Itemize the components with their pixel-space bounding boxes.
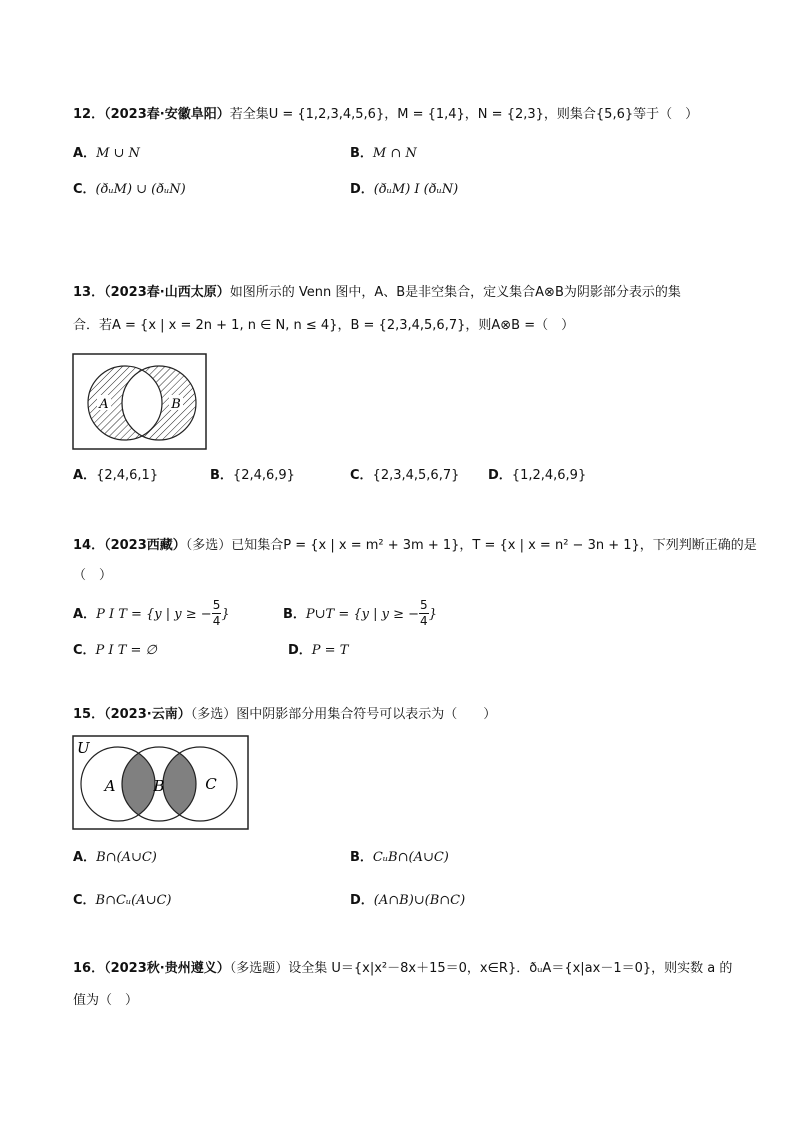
q12-option-c[interactable] xyxy=(73,182,186,198)
q14-source: （2023西藏） xyxy=(104,538,186,553)
option-label: A． xyxy=(73,146,97,161)
q16-number: 16． xyxy=(73,961,105,976)
option-text: P I T = {y | y ≥ − xyxy=(96,607,212,622)
venn-label-c: C xyxy=(205,775,217,793)
option-text: (ðᵤM) ∪ (ðᵤN) xyxy=(95,182,186,197)
q16-stem-line1 xyxy=(73,961,732,977)
option-text: B∩Cᵤ(A∪C) xyxy=(95,893,172,908)
option-label: C． xyxy=(73,182,96,197)
option-text: {2,4,6,9} xyxy=(232,468,295,483)
q14-stem-line1 xyxy=(73,538,757,554)
option-label: B． xyxy=(350,146,373,161)
q15-option-c[interactable] xyxy=(73,893,172,909)
q16-source: （2023秋·贵州遵义） xyxy=(104,961,230,976)
q13-option-b[interactable] xyxy=(210,468,295,484)
q12-option-b[interactable] xyxy=(350,146,417,162)
option-label: A． xyxy=(73,607,97,622)
option-text: P = T xyxy=(311,643,349,658)
option-label: B． xyxy=(210,468,233,483)
q15-option-b[interactable] xyxy=(350,850,449,866)
q13-source: （2023春·山西太原） xyxy=(104,285,230,300)
q13-number: 13． xyxy=(73,285,105,300)
venn-label-a: A xyxy=(104,777,116,795)
q14-option-b[interactable] xyxy=(283,598,437,632)
q16-stem-line2 xyxy=(73,993,138,1009)
q12-option-d[interactable] xyxy=(350,182,458,198)
q13-option-d[interactable] xyxy=(488,468,586,484)
option-label: A． xyxy=(73,850,97,865)
q15-venn-diagram xyxy=(72,735,250,831)
option-label: C． xyxy=(73,893,96,908)
q14-option-a[interactable] xyxy=(73,598,230,632)
q14-option-c[interactable] xyxy=(73,643,157,659)
q14-option-d[interactable] xyxy=(288,643,348,659)
fraction xyxy=(212,598,222,629)
option-text: P I T = ∅ xyxy=(95,643,157,658)
q12-option-a[interactable] xyxy=(73,146,140,162)
q15-source: （2023·云南） xyxy=(104,707,191,722)
fraction-numerator: 5 xyxy=(420,598,428,612)
q13-text-2: 合．若A = {x | x = 2n + 1, n ∈ N, n ≤ 4}，B = {2,3,4,5,6,7}，则A⊗B =（ ） xyxy=(73,318,575,333)
option-label: B． xyxy=(283,607,306,622)
q15-option-d[interactable] xyxy=(350,893,465,909)
option-text: {2,3,4,5,6,7} xyxy=(372,468,460,483)
q13-text-1: 如图所示的 Venn 图中，A、B是非空集合，定义集合A⊗B为阴影部分表示的集 xyxy=(229,285,681,300)
option-text: (A∩B)∪(B∩C) xyxy=(373,893,466,908)
option-text: (ðᵤM) I (ðᵤN) xyxy=(373,182,459,197)
q15-number: 15． xyxy=(73,707,105,722)
venn-label-u: U xyxy=(77,739,90,757)
option-text: M ∩ N xyxy=(372,146,417,161)
q12-number: 12． xyxy=(73,107,105,122)
q15-stem xyxy=(73,707,496,723)
option-label: B． xyxy=(350,850,373,865)
fraction-denominator: 4 xyxy=(212,614,221,628)
option-label: A． xyxy=(73,468,97,483)
q14-stem-line2 xyxy=(73,568,112,584)
option-label: D． xyxy=(350,182,374,197)
q13-stem-line1 xyxy=(73,285,681,301)
option-text: } xyxy=(428,607,437,622)
fraction-denominator: 4 xyxy=(420,614,428,628)
q14-text-1: （多选）已知集合P = {x | x = m² + 3m + 1}，T = {x | x = n² − 3n + 1}，下列判断正确的是 xyxy=(185,538,757,553)
venn-label-b: B xyxy=(153,777,165,795)
venn-label-a: A xyxy=(99,397,109,412)
option-text: {2,4,6,1} xyxy=(96,468,159,483)
option-label: D． xyxy=(288,643,312,658)
q16-text-1: （多选题）设全集 U＝{x|x²－8x＋15＝0，x∈R}．ðᵤA＝{x|ax－1＝0}，则实数 a 的 xyxy=(229,961,733,976)
option-text: CᵤB∩(A∪C) xyxy=(372,850,449,865)
option-text: M ∪ N xyxy=(96,146,140,161)
option-label: C． xyxy=(350,468,373,483)
q15-option-a[interactable] xyxy=(73,850,157,866)
option-text: B∩(A∪C) xyxy=(96,850,157,865)
q12-source: （2023春·安徽阜阳） xyxy=(104,107,230,122)
option-label: D． xyxy=(350,893,374,908)
q16-text-2: 值为（ ） xyxy=(73,993,139,1008)
option-label: C． xyxy=(73,643,96,658)
fraction xyxy=(419,598,429,629)
q14-text-2: （ ） xyxy=(73,568,113,583)
q13-option-c[interactable] xyxy=(350,468,459,484)
option-text: } xyxy=(221,607,230,622)
fraction-numerator: 5 xyxy=(212,598,221,612)
option-text: {1,2,4,6,9} xyxy=(511,468,587,483)
q13-stem-line2 xyxy=(73,318,574,334)
option-label: D． xyxy=(488,468,512,483)
q13-option-a[interactable] xyxy=(73,468,158,484)
q14-number: 14． xyxy=(73,538,105,553)
option-text: P∪T = {y | y ≥ − xyxy=(305,607,420,622)
venn-label-b: B xyxy=(171,397,181,412)
q15-text: （多选）图中阴影部分用集合符号可以表示为（ ） xyxy=(190,707,497,722)
q13-venn-diagram xyxy=(72,353,208,451)
q12-text: 若全集U = {1,2,3,4,5,6}，M = {1,4}，N = {2,3}，则集合{5,6}等于（ ） xyxy=(229,107,699,122)
q12-stem xyxy=(73,107,698,123)
